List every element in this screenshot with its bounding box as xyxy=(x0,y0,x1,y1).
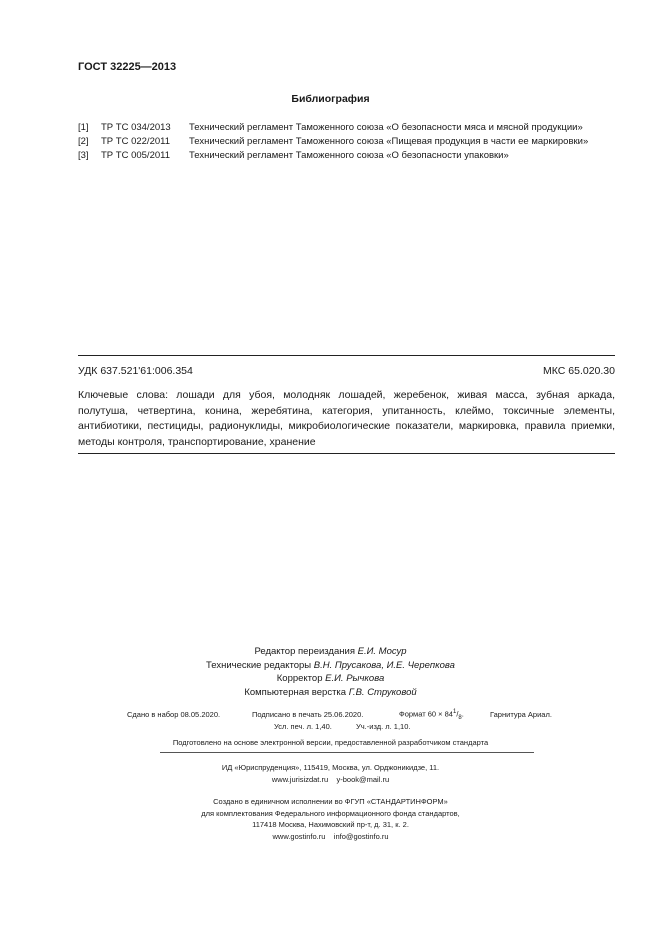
publisher-divider xyxy=(160,752,534,753)
publisher-info xyxy=(0,762,661,842)
bib-text: Технический регламент Таможенного союза «О безопасности упаковки» xyxy=(189,150,509,161)
bib-text: Технический регламент Таможенного союза «О безопасности мяса и мясной продукции» xyxy=(189,122,583,133)
prepared-note: Подготовлено на основе электронной версии, предоставленной разработчиком стандарта xyxy=(172,738,489,747)
keywords-line: полутуша, четвертина, конина, жеребятина, категория, упитанность, клеймо, токсичные элементы, xyxy=(78,404,615,417)
publisher-address: ИД «Юриспруденция», 115419, Москва, ул. Орджоникидзе, 11. xyxy=(221,763,440,772)
pub-sheets: Уч.-изд. л. 1,10. xyxy=(356,722,411,731)
bib-code: ТР ТС 005/2011 xyxy=(101,150,171,161)
creator-purpose: для комплектования Федерального информационного фонда стандартов, xyxy=(201,808,460,818)
keywords xyxy=(78,388,615,450)
bib-number: [3] xyxy=(78,150,89,161)
signed-date: Подписано в печать 25.06.2020. xyxy=(252,710,364,719)
top-divider xyxy=(78,355,615,356)
format: Формат $60 \times 84^1/_8$. xyxy=(399,709,464,721)
set-date: Сдано в набор 08.05.2020. xyxy=(127,710,221,719)
standard-number: ГОСТ 32225—2013 xyxy=(78,61,177,73)
keywords-line: методы контроля, транспортирование, хранение xyxy=(78,435,316,448)
creator-line: Создано в единичном исполнении во ФГУП «СТАНДАРТИНФОРМ» xyxy=(213,797,448,806)
bibliography-title: Библиография xyxy=(291,93,370,105)
credits xyxy=(0,645,661,699)
publisher-contacts: www.jurisizdat.ru y-book@mail.ru xyxy=(271,774,390,784)
creator-address: 117418 Москва, Нахимовский пр-т, д. 31, к. 2. xyxy=(252,820,409,829)
bottom-divider xyxy=(78,453,615,454)
bib-number: [1] xyxy=(78,122,89,133)
corrector-line: Корректор Е.И. Рычкова xyxy=(276,673,385,684)
bib-text: Технический регламент Таможенного союза «Пищевая продукция в части ее маркировки» xyxy=(189,136,589,147)
mks-code: МКС 65.020.30 xyxy=(543,365,615,377)
creator-contacts: www.gostinfo.ru info@gostinfo.ru xyxy=(272,831,389,841)
font-info: Гарнитура Ариал. xyxy=(490,710,552,719)
editor-line: Редактор переиздания Е.И. Мосур xyxy=(254,646,407,657)
keywords-line: Ключевые слова: лошади для убоя, молодняк лошадей, жеребенок, живая масса, зубная аркада, xyxy=(78,389,615,401)
bib-number: [2] xyxy=(78,136,89,147)
layout-line: Компьютерная верстка Г.В. Струковой xyxy=(244,686,417,698)
udk-code: УДК 637.521'61:006.354 xyxy=(78,365,193,377)
print-sheets: Усл. печ. л. 1,40. xyxy=(274,722,332,731)
tech-editors-line: Технические редакторы В.Н. Прусакова, И.Е. Черепкова xyxy=(206,659,455,671)
bib-code: ТР ТС 022/2011 xyxy=(101,136,171,147)
keywords-line: антибиотики, пестициды, радионуклиды, микробиологические показатели, маркировка, правила приемки, xyxy=(78,420,615,432)
bib-code: ТР ТС 034/2013 xyxy=(101,122,171,133)
